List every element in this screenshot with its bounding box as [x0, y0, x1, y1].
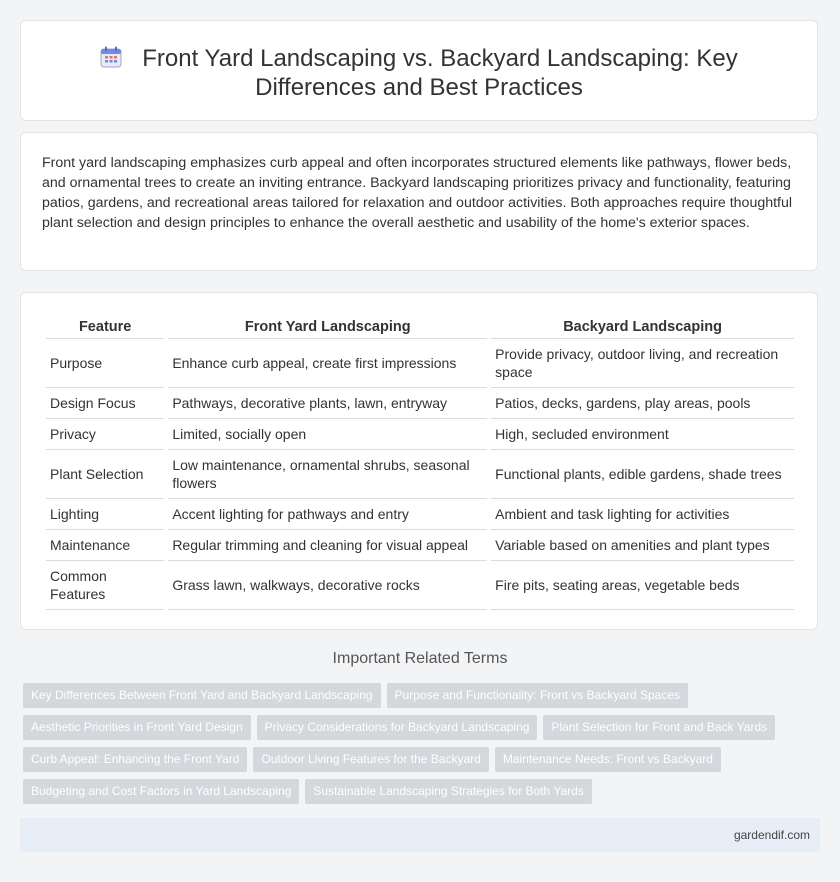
row-backyard: High, secluded environment	[491, 419, 794, 450]
related-term-tag[interactable]: Curb Appeal: Enhancing the Front Yard	[23, 747, 247, 772]
row-feature: Plant Selection	[46, 450, 164, 499]
row-front-yard: Grass lawn, walkways, decorative rocks	[168, 561, 487, 610]
header-front-yard: Front Yard Landscaping	[168, 316, 487, 339]
row-feature: Purpose	[46, 339, 164, 388]
intro-paragraph: Front yard landscaping emphasizes curb appeal and often incorporates structured elements like pathways, flower beds, and ornamental trees to create an inviting entrance. Backyard landscaping prioritizes privacy and functionality, featuring patios, gardens, and recreational areas tailored for relaxation and outdoor activities. Both approaches require thoughtful plant selection and design principles to enhance the overall aesthetic and usability of the home's exterior spaces.	[42, 155, 793, 231]
footer	[20, 818, 820, 852]
related-term-tag[interactable]: Aesthetic Priorities in Front Yard Design	[23, 715, 251, 740]
row-front-yard: Low maintenance, ornamental shrubs, seasonal flowers	[168, 450, 487, 499]
row-backyard: Fire pits, seating areas, vegetable beds	[491, 561, 794, 610]
table-header-row	[46, 316, 794, 339]
row-feature: Maintenance	[46, 530, 164, 561]
table-row	[46, 388, 794, 419]
intro-card	[20, 132, 818, 271]
header-feature: Feature	[46, 316, 164, 339]
page-title	[21, 44, 817, 102]
related-terms-list	[23, 683, 813, 811]
table-row	[46, 530, 794, 561]
row-front-yard: Pathways, decorative plants, lawn, entryway	[168, 388, 487, 419]
row-backyard: Functional plants, edible gardens, shade trees	[491, 450, 794, 499]
header-backyard: Backyard Landscaping	[491, 316, 794, 339]
row-feature: Privacy	[46, 419, 164, 450]
related-term-tag[interactable]: Maintenance Needs: Front vs Backyard	[495, 747, 721, 772]
row-backyard: Ambient and task lighting for activities	[491, 499, 794, 530]
comparison-card	[20, 292, 818, 630]
title-line-2: Differences and Best Practices	[255, 74, 583, 101]
related-terms-title: Important Related Terms	[332, 650, 508, 667]
table-row	[46, 499, 794, 530]
footer-site-link[interactable]: gardendif.com	[733, 828, 810, 842]
row-front-yard: Accent lighting for pathways and entry	[168, 499, 487, 530]
table-row	[46, 339, 794, 388]
row-feature: Design Focus	[46, 388, 164, 419]
title-line-1: Front Yard Landscaping vs. Backyard Landscaping: Key	[142, 45, 738, 72]
row-backyard: Provide privacy, outdoor living, and recreation space	[491, 339, 794, 388]
related-term-tag[interactable]: Plant Selection for Front and Back Yards	[543, 715, 775, 740]
related-term-tag[interactable]: Sustainable Landscaping Strategies for Both Yards	[305, 779, 591, 804]
comparison-table	[42, 316, 798, 610]
table-row	[46, 561, 794, 610]
related-term-tag[interactable]: Privacy Considerations for Backyard Landscaping	[257, 715, 538, 740]
table-row	[46, 450, 794, 499]
related-term-tag[interactable]: Budgeting and Cost Factors in Yard Landscaping	[23, 779, 299, 804]
row-feature: Common Features	[46, 561, 164, 610]
calendar-icon	[100, 46, 122, 68]
row-feature: Lighting	[46, 499, 164, 530]
related-term-tag[interactable]: Purpose and Functionality: Front vs Backyard Spaces	[387, 683, 688, 708]
row-backyard: Patios, decks, gardens, play areas, pools	[491, 388, 794, 419]
table-row	[46, 419, 794, 450]
row-front-yard: Regular trimming and cleaning for visual appeal	[168, 530, 487, 561]
row-front-yard: Limited, socially open	[168, 419, 487, 450]
related-term-tag[interactable]: Outdoor Living Features for the Backyard	[253, 747, 488, 772]
row-front-yard: Enhance curb appeal, create first impressions	[168, 339, 487, 388]
related-term-tag[interactable]: Key Differences Between Front Yard and Backyard Landscaping	[23, 683, 381, 708]
row-backyard: Variable based on amenities and plant types	[491, 530, 794, 561]
title-card	[20, 20, 818, 121]
